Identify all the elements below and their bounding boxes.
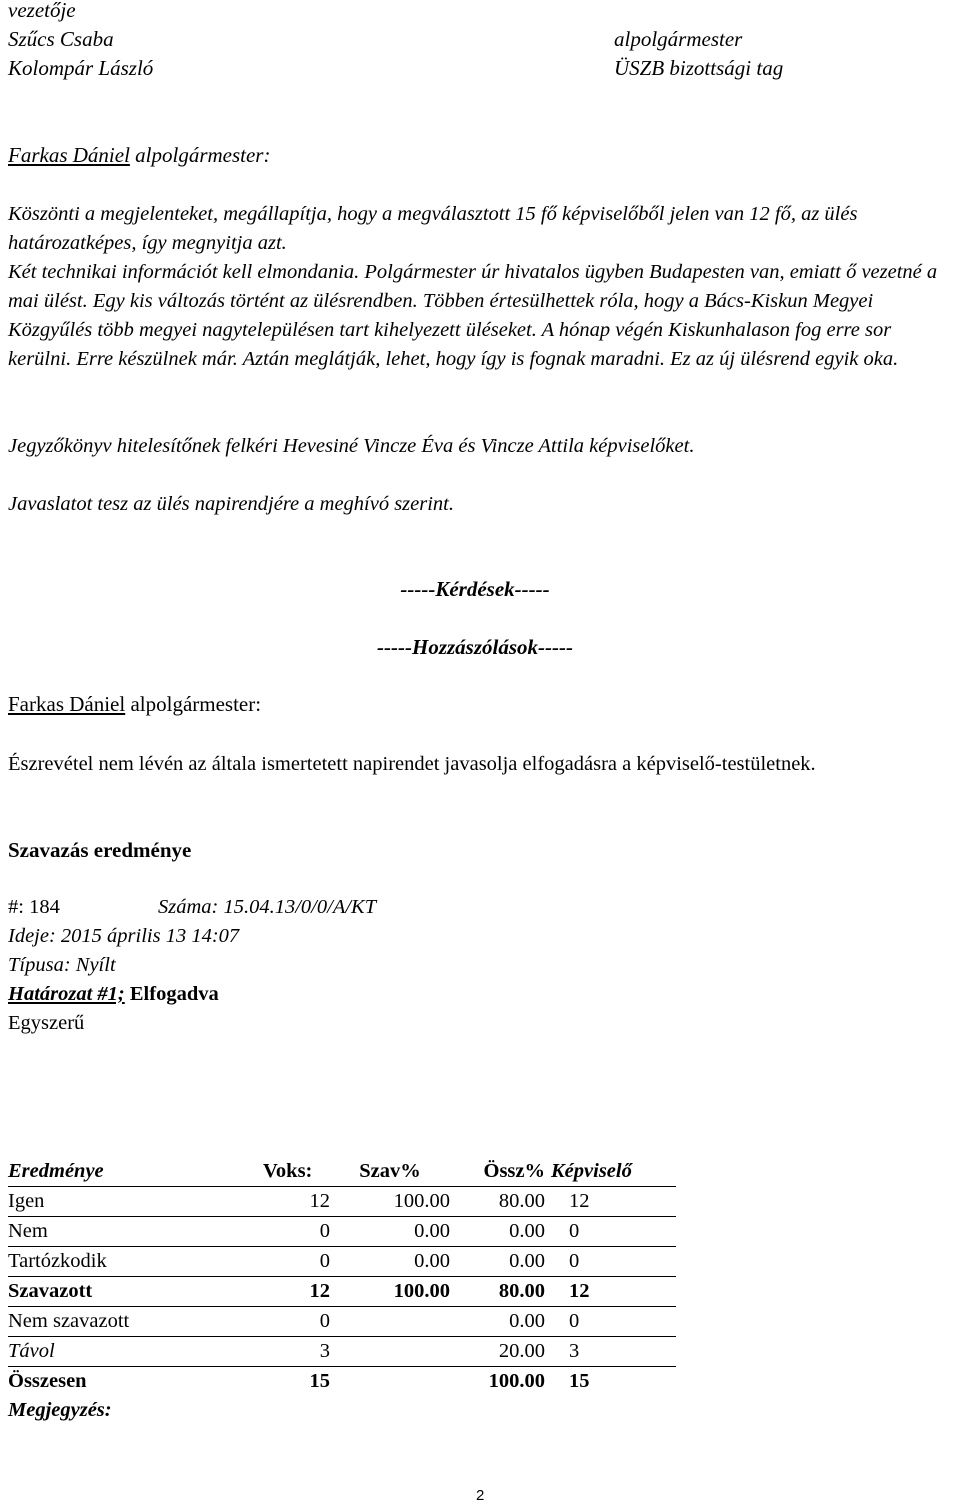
- row-votes: 12: [263, 1187, 330, 1217]
- vote-szama: Száma: 15.04.13/0/0/A/KT: [158, 896, 377, 918]
- table-row: [8, 1307, 676, 1337]
- row-votes: 3: [263, 1337, 330, 1367]
- member-title-2: ÜSZB bizottsági tag: [614, 56, 784, 80]
- row-representative: 0: [545, 1307, 676, 1337]
- row-label: Szavazott: [8, 1277, 263, 1307]
- table-row: [8, 1277, 676, 1307]
- col-header-szav: Szav%: [330, 1157, 450, 1187]
- row-votes: 0: [263, 1247, 330, 1277]
- row-szav: 100.00: [330, 1187, 450, 1217]
- table-row: [8, 1367, 676, 1397]
- section-questions: -----Kérdések-----: [400, 577, 550, 601]
- row-votes: 12: [263, 1277, 330, 1307]
- row-representative: 12: [545, 1277, 676, 1307]
- paragraph-proposal: Észrevétel nem lévén az általa ismertetett napirendet javasolja elfogadásra a képviselő-testületnek.: [8, 753, 816, 775]
- row-label: Távol: [8, 1337, 263, 1367]
- row-ossz: 80.00: [450, 1187, 545, 1217]
- page-number: 2: [476, 1487, 485, 1504]
- member-name-2: Kolompár László: [8, 56, 154, 80]
- col-header-representative: Képviselő: [545, 1157, 676, 1187]
- speaker-title: alpolgármester:: [135, 143, 271, 167]
- col-header-result: Eredménye: [8, 1157, 263, 1187]
- row-ossz: 80.00: [450, 1277, 545, 1307]
- table-row: [8, 1217, 676, 1247]
- section-comments: -----Hozzászólások-----: [377, 635, 573, 659]
- note-label: Megjegyzés:: [8, 1399, 112, 1421]
- paragraph-info: Két technikai információt kell elmondania. Polgármester úr hivatalos ügyben Budapesten van, emiatt ő vezetné a mai ülést. Egy kis változás történt az ülésrendben. Többen értesülhettek róla, hogy a Bács-Kiskun Megyei Közgyűlés több megyei nagytelepülésen tart kihelyezett üléseket. A hónap végén Kiskunhalason fog erre sor kerülni. Erre készülnek már. Aztán meglátják, lehet, hogy így is fognak maradni. Ez az új ülésrend egyik oka.: [8, 261, 938, 370]
- table-row: [8, 1337, 676, 1367]
- row-ossz: 0.00: [450, 1217, 545, 1247]
- role-line: vezetője: [8, 0, 76, 22]
- row-szav: [330, 1367, 450, 1397]
- row-label: Tartózkodik: [8, 1247, 263, 1277]
- row-representative: 0: [545, 1247, 676, 1277]
- row-representative: 3: [545, 1337, 676, 1367]
- row-ossz: 20.00: [450, 1337, 545, 1367]
- row-label: Összesen: [8, 1370, 87, 1392]
- speaker-name: Farkas Dániel: [8, 692, 126, 716]
- row-szav: 0.00: [330, 1217, 450, 1247]
- row-votes: 15: [309, 1370, 330, 1392]
- paragraph-welcome: Köszönti a megjelenteket, megállapítja, hogy a megválasztott 15 fő képviselőből jelen van 12 fő, az ülés határozatképes, így megnyitja azt.: [8, 203, 858, 254]
- vote-majority-type: Egyszerű: [8, 1012, 85, 1034]
- row-representative: 0: [545, 1217, 676, 1247]
- row-szav: [330, 1337, 450, 1367]
- paragraph-verifiers: Jegyzőkönyv hitelesítőnek felkéri Hevesiné Vincze Éva és Vincze Attila képviselőket.: [8, 435, 695, 457]
- speaker-line-1: [8, 143, 270, 168]
- note-row: [8, 1396, 676, 1425]
- vote-number: #: 184: [8, 896, 60, 918]
- row-label: Igen: [8, 1187, 263, 1217]
- col-header-votes: Voks:: [263, 1157, 330, 1187]
- row-representative: 15: [569, 1370, 590, 1392]
- table-row: [8, 1187, 676, 1217]
- paragraph-agenda: Javaslatot tesz az ülés napirendjére a meghívó szerint.: [8, 493, 455, 515]
- row-ossz: 100.00: [488, 1370, 545, 1392]
- row-szav: 0.00: [330, 1247, 450, 1277]
- table-row: [8, 1247, 676, 1277]
- row-ossz: 0.00: [450, 1307, 545, 1337]
- speaker-name: Farkas Dániel: [8, 143, 130, 167]
- row-votes: 0: [263, 1307, 330, 1337]
- row-label: Nem: [8, 1217, 263, 1247]
- results-header-row: [8, 1157, 676, 1187]
- row-ossz: 0.00: [450, 1247, 545, 1277]
- col-header-ossz: Össz%: [450, 1157, 545, 1187]
- vote-heading: Szavazás eredménye: [8, 838, 192, 862]
- speaker-title: alpolgármester:: [130, 692, 262, 716]
- vote-ideje: Ideje: 2015 április 13 14:07: [8, 925, 240, 947]
- row-label: Nem szavazott: [8, 1307, 263, 1337]
- speaker-line-2: [8, 692, 261, 717]
- member-title-1: alpolgármester: [614, 27, 743, 51]
- resolution-number: Határozat #1;: [8, 983, 125, 1005]
- row-votes: 0: [263, 1217, 330, 1247]
- row-szav: [330, 1307, 450, 1337]
- resolution-status: Elfogadva: [129, 983, 219, 1005]
- row-representative: 12: [545, 1187, 676, 1217]
- vote-resolution: [8, 983, 219, 1006]
- results-table: [8, 1157, 676, 1425]
- vote-tipusa: Típusa: Nyílt: [8, 954, 116, 976]
- member-name-1: Szűcs Csaba: [8, 27, 114, 51]
- row-szav: 100.00: [330, 1277, 450, 1307]
